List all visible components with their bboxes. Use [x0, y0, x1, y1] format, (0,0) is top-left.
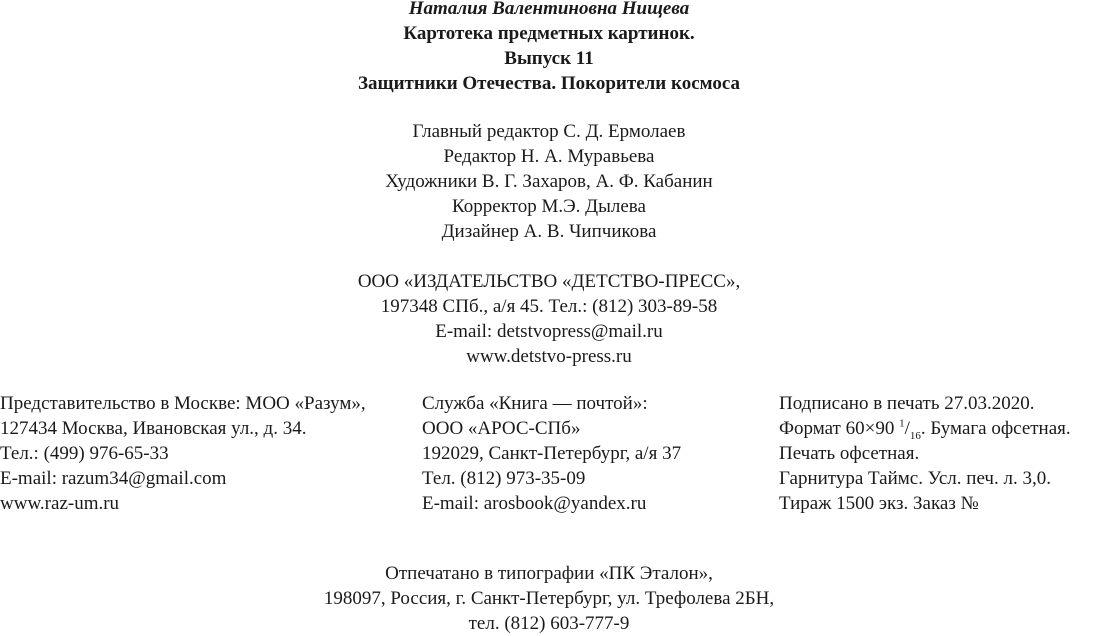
publisher-address: 197348 СПб., а/я 45. Тел.: (812) 303-89-58	[380, 296, 718, 317]
printer-name: Отпечатано в типографии «ПК Эталон»,	[385, 563, 713, 584]
chief-editor: Главный редактор С. Д. Ермолаев	[412, 121, 686, 142]
format-denominator: 16	[909, 429, 921, 442]
publisher-name: ООО «ИЗДАТЕЛЬСТВО «ДЕТСТВО-ПРЕСС»,	[357, 271, 741, 292]
publisher-website: www.detstvo-press.ru	[466, 346, 632, 367]
mail-service-title: Служба «Книга — почтой»:	[422, 393, 648, 414]
format-prefix: Формат 60×90	[779, 418, 900, 439]
format-slash: /	[904, 418, 910, 439]
moscow-office-column	[0, 391, 366, 516]
circulation-info: Тираж 1500 экз. Заказ №	[779, 493, 979, 514]
mail-service-column	[422, 391, 681, 516]
mail-service-address: 192029, Санкт-Петербург, а/я 37	[422, 443, 682, 464]
printing-type: Печать офсетная.	[779, 443, 920, 464]
paper-format	[779, 416, 1071, 441]
signed-to-print: Подписано в печать 27.03.2020.	[779, 393, 1035, 414]
mail-service-phone: Тел. (812) 973-35-09	[422, 468, 586, 489]
format-suffix: . Бумага офсетная.	[920, 418, 1071, 439]
mail-service-company: ООО «АРОС-СПб»	[422, 418, 581, 439]
mail-service-email: E-mail: arosbook@yandex.ru	[422, 493, 647, 514]
moscow-office-phone: Тел.: (499) 976-65-33	[0, 443, 169, 464]
author-name: Наталия Валентиновна Нищева	[408, 0, 690, 19]
moscow-office-title: Представительство в Москве: МОО «Разум»,	[0, 393, 366, 414]
editor: Редактор Н. А. Муравьева	[443, 146, 655, 167]
printer-info	[0, 561, 1098, 636]
moscow-office-website: www.raz-um.ru	[0, 493, 120, 514]
moscow-office-email: E-mail: razum34@gmail.com	[0, 468, 227, 489]
book-title: Картотека предметных картинок.	[403, 23, 695, 44]
book-header	[0, 0, 1098, 96]
format-numerator: 1	[899, 417, 905, 430]
artists: Художники В. Г. Захаров, А. Ф. Кабанин	[385, 171, 713, 192]
moscow-office-address: 127434 Москва, Ивановская ул., д. 34.	[0, 418, 307, 439]
printer-phone: тел. (812) 603-777-9	[468, 613, 630, 634]
printer-address: 198097, Россия, г. Санкт-Петербург, ул. Трефолева 2БН,	[323, 588, 775, 609]
designer: Дизайнер А. В. Чипчикова	[441, 221, 657, 242]
issue-number: Выпуск 11	[504, 48, 594, 69]
typeface-info: Гарнитура Таймс. Усл. печ. л. 3,0.	[779, 468, 1051, 489]
print-details-column	[779, 391, 1071, 516]
publisher-email: E-mail: detstvopress@mail.ru	[435, 321, 663, 342]
editorial-credits	[0, 119, 1098, 244]
publisher-info	[0, 269, 1098, 369]
book-subtitle: Защитники Отечества. Покорители космоса	[358, 73, 740, 94]
proofreader: Корректор М.Э. Дылева	[452, 196, 646, 217]
